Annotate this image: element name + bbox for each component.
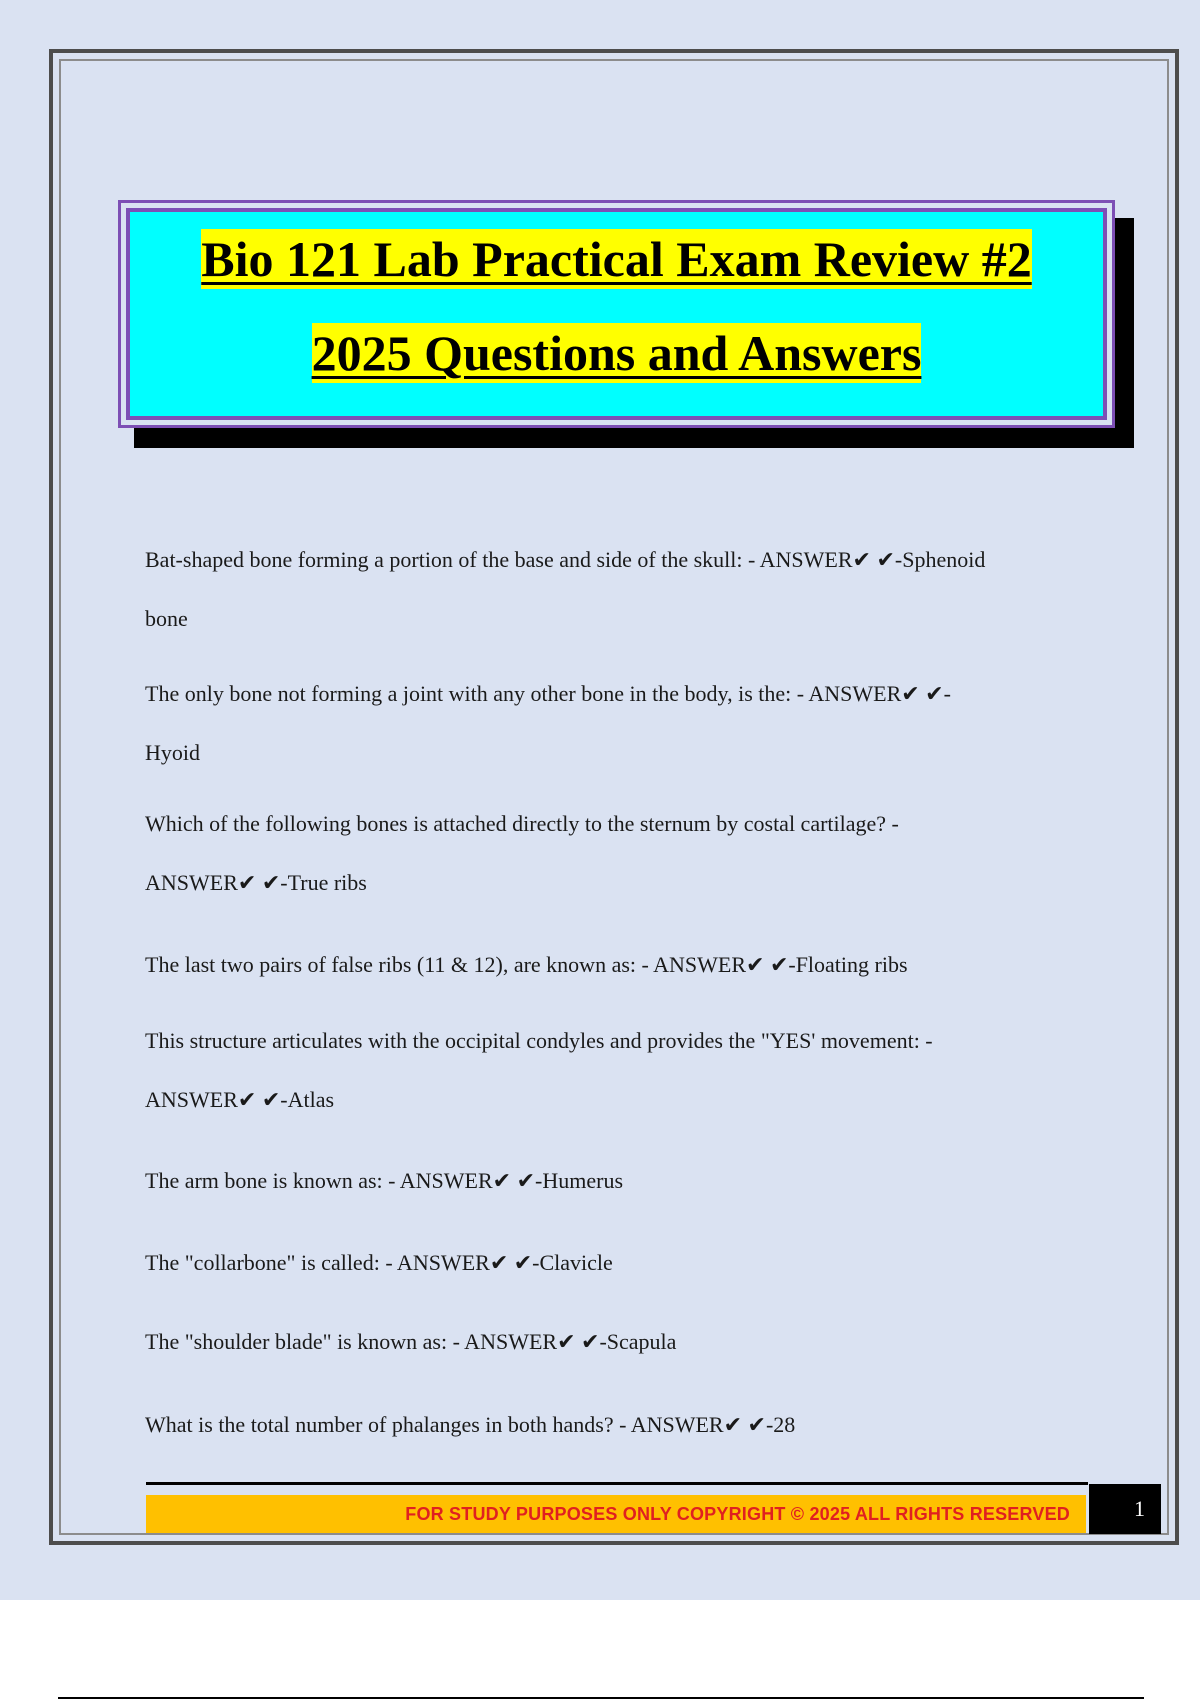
qa-question-text: This structure articulates with the occipital condyles and provides the "YES' movement: - bbox=[145, 1028, 933, 1053]
qa-item bbox=[145, 1395, 1090, 1454]
qa-question-text: The only bone not forming a joint with any other bone in the body, is the: - ANSWER✔ ✔- bbox=[145, 681, 951, 706]
qa-item bbox=[145, 794, 1090, 912]
qa-question-text: The "shoulder blade" is known as: - ANSWER✔ ✔-Scapula bbox=[145, 1329, 677, 1354]
qa-item bbox=[145, 1233, 1090, 1292]
title-box-inner bbox=[126, 208, 1107, 420]
qa-item bbox=[145, 935, 1090, 994]
qa-question-text: What is the total number of phalanges in both hands? - ANSWER✔ ✔-28 bbox=[145, 1412, 796, 1437]
footer-bar bbox=[146, 1495, 1086, 1533]
qa-item bbox=[145, 664, 1090, 782]
qa-question-text: Bat-shaped bone forming a portion of the base and side of the skull: - ANSWER✔ ✔-Sphenoid bbox=[145, 547, 986, 572]
qa-item bbox=[145, 530, 1090, 648]
footer-rule bbox=[146, 1482, 1088, 1485]
footer-copyright-text: FOR STUDY PURPOSES ONLY COPYRIGHT © 2025 ALL RIGHTS RESERVED bbox=[405, 1504, 1070, 1524]
qa-question-text: The arm bone is known as: - ANSWER✔ ✔-Humerus bbox=[145, 1168, 624, 1193]
qa-question-text-continued: ANSWER✔ ✔-True ribs bbox=[145, 870, 367, 895]
title-box bbox=[118, 200, 1115, 428]
qa-question-text-continued: bone bbox=[145, 606, 188, 631]
qa-item bbox=[145, 1151, 1090, 1210]
qa-question-text: The last two pairs of false ribs (11 & 12), are known as: - ANSWER✔ ✔-Floating ribs bbox=[145, 952, 908, 977]
qa-question-text-continued: ANSWER✔ ✔-Atlas bbox=[145, 1087, 335, 1112]
title-line-1-text: Bio 121 Lab Practical Exam Review #2 bbox=[201, 231, 1032, 287]
qa-question-text: The "collarbone" is called: - ANSWER✔ ✔-Clavicle bbox=[145, 1250, 613, 1275]
qa-question-text: Which of the following bones is attached directly to the sternum by costal cartilage? - bbox=[145, 811, 899, 836]
title-line-2 bbox=[130, 325, 1103, 381]
qa-item bbox=[145, 1312, 1090, 1371]
page-number: 1 bbox=[1089, 1484, 1161, 1534]
bottom-rule bbox=[58, 1697, 1144, 1699]
title-line-1 bbox=[130, 231, 1103, 287]
qa-item bbox=[145, 1011, 1090, 1129]
title-line-2-text: 2025 Questions and Answers bbox=[311, 325, 922, 381]
qa-question-text-continued: Hyoid bbox=[145, 740, 200, 765]
